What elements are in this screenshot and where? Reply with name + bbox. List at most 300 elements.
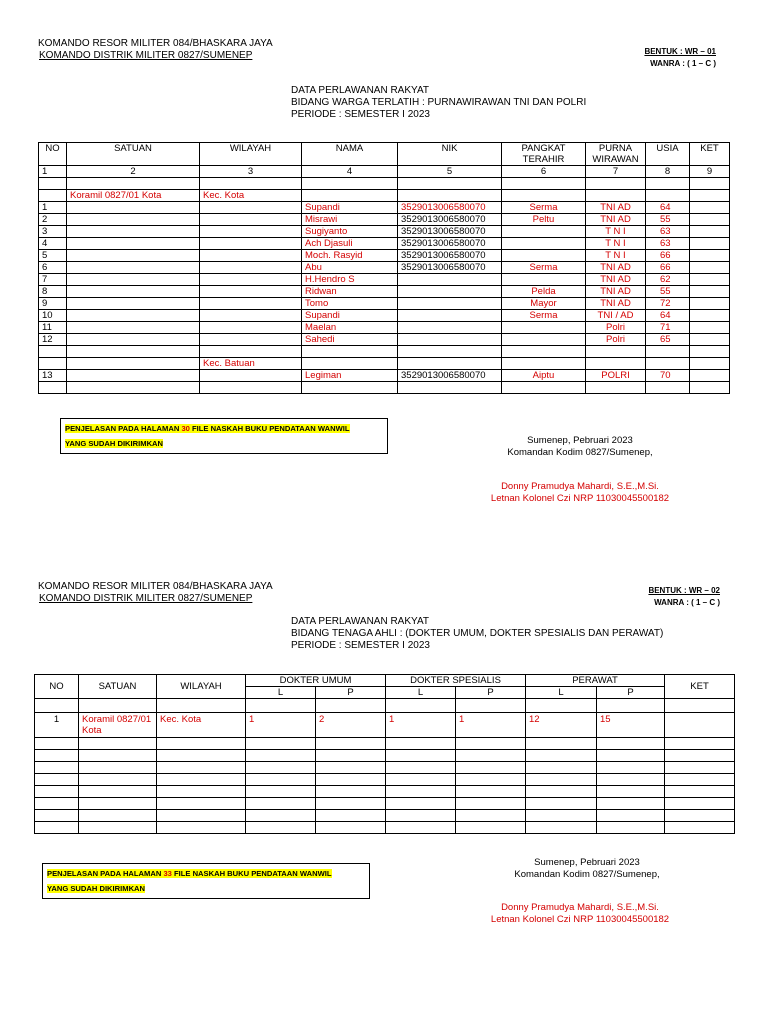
header-block-2 [38, 581, 273, 605]
column-header: SATUAN [79, 675, 157, 699]
note-text: FILE NASKAH BUKU PENDATAAN WANWIL [171, 869, 332, 878]
cell-nik: 3529013006580070 [398, 214, 502, 226]
cell-purnawirawan: TNI AD [586, 202, 646, 214]
cell-wilayah [200, 334, 302, 346]
table-row [39, 334, 730, 346]
empty-cell [386, 762, 456, 774]
cell-nik [398, 322, 502, 334]
empty-cell [157, 738, 246, 750]
empty-cell [246, 822, 316, 834]
table-row [39, 322, 730, 334]
note-page-number: 33 [163, 869, 172, 878]
table-row [39, 358, 730, 370]
column-header: WILAYAH [157, 675, 246, 699]
table-row [35, 713, 735, 738]
sign-name: Donny Pramudya Mahardi, S.E.,M.Si. [501, 902, 659, 913]
sub-column-header: P [456, 687, 526, 699]
cell-perawat-p: 15 [597, 713, 665, 738]
cell-no [39, 346, 67, 358]
cell-purnawirawan: Polri [586, 322, 646, 334]
column-number: 8 [646, 166, 690, 178]
cell-nama: Moch. Rasyid [302, 250, 398, 262]
empty-cell [157, 786, 246, 798]
empty-cell [35, 750, 79, 762]
cell-no: 3 [39, 226, 67, 238]
cell-nik [398, 358, 502, 370]
empty-cell [665, 822, 735, 834]
cell-pangkat [502, 238, 586, 250]
cell-no: 2 [39, 214, 67, 226]
empty-cell [246, 786, 316, 798]
empty-cell [456, 810, 526, 822]
cell-satuan [67, 214, 200, 226]
note-text: PENJELASAN PADA HALAMAN [47, 869, 164, 878]
cell-nama: Sahedi [302, 334, 398, 346]
empty-cell [35, 822, 79, 834]
empty-cell [79, 762, 157, 774]
cell-ket [690, 274, 730, 286]
cell-ket [690, 322, 730, 334]
empty-cell [316, 786, 386, 798]
cell-ket [690, 358, 730, 370]
note-text: YANG SUDAH DIKIRIMKAN [47, 884, 146, 893]
empty-cell [316, 762, 386, 774]
cell-pangkat [502, 334, 586, 346]
cell-no: 9 [39, 298, 67, 310]
empty-cell [665, 762, 735, 774]
cell-wilayah [200, 262, 302, 274]
sign-place-date: Sumenep, Pebruari 2023 [527, 435, 633, 446]
cell-usia [646, 190, 690, 202]
explanation-note-2 [42, 863, 370, 899]
empty-cell [157, 774, 246, 786]
empty-cell [597, 822, 665, 834]
cell-satuan [67, 334, 200, 346]
column-header: KET [665, 675, 735, 699]
empty-cell [456, 738, 526, 750]
note-text: FILE NASKAH BUKU PENDATAAN WANWIL [189, 424, 350, 433]
cell-ket [690, 334, 730, 346]
column-number: 6 [502, 166, 586, 178]
cell-nik [398, 178, 502, 190]
cell-ket [690, 346, 730, 358]
empty-cell [35, 798, 79, 810]
cell-satuan [67, 250, 200, 262]
cell-pangkat [502, 190, 586, 202]
signature-block-2 [462, 857, 712, 881]
sign-role: Komandan Kodim 0827/Sumenep, [514, 869, 660, 880]
empty-cell [79, 798, 157, 810]
cell-usia: 63 [646, 238, 690, 250]
cell-nik: 3529013006580070 [398, 202, 502, 214]
table-row [35, 774, 735, 786]
empty-cell [35, 738, 79, 750]
table-row [35, 822, 735, 834]
cell-pangkat: Serma [502, 310, 586, 322]
header-kodim: KOMANDO DISTRIK MILITER 0827/SUMENEP [39, 50, 253, 61]
empty-cell [526, 762, 597, 774]
title-line: PERIODE : SEMESTER I 2023 [291, 109, 430, 120]
header-korem: KOMANDO RESOR MILITER 084/BHASKARA JAYA [38, 581, 273, 592]
cell-ket [690, 214, 730, 226]
cell-satuan [67, 382, 200, 394]
column-number: 5 [398, 166, 502, 178]
cell-nik: 3529013006580070 [398, 226, 502, 238]
empty-cell [597, 762, 665, 774]
cell-pangkat [502, 250, 586, 262]
empty-cell [665, 738, 735, 750]
column-header: USIA [646, 143, 690, 166]
sign-role: Komandan Kodim 0827/Sumenep, [507, 447, 653, 458]
cell-purnawirawan: Polri [586, 334, 646, 346]
sign-rank: Letnan Kolonel Czi NRP 11030045500182 [490, 914, 670, 925]
title-line: BIDANG TENAGA AHLI : (DOKTER UMUM, DOKTER SPESIALIS DAN PERAWAT) [291, 628, 664, 639]
empty-cell [665, 786, 735, 798]
cell-no [39, 190, 67, 202]
empty-cell [456, 774, 526, 786]
cell-nik [398, 298, 502, 310]
cell-wilayah [200, 178, 302, 190]
cell-wilayah [200, 202, 302, 214]
form-code-block-1 [644, 46, 716, 70]
cell-no: 10 [39, 310, 67, 322]
cell-pangkat: Aiptu [502, 370, 586, 382]
table-row [39, 370, 730, 382]
column-number: 3 [200, 166, 302, 178]
cell-ket [690, 250, 730, 262]
title-line: DATA PERLAWANAN RAKYAT [291, 616, 429, 627]
signature-name-block-1 [455, 481, 705, 505]
empty-cell [386, 798, 456, 810]
cell-ket [690, 190, 730, 202]
cell-usia: 55 [646, 286, 690, 298]
cell-purnawirawan: TNI AD [586, 214, 646, 226]
cell-no: 1 [35, 713, 79, 738]
cell-ket [665, 713, 735, 738]
empty-cell [157, 762, 246, 774]
cell-usia [646, 382, 690, 394]
cell-nik [398, 382, 502, 394]
purnawirawan-table [38, 142, 730, 394]
title-line: DATA PERLAWANAN RAKYAT [291, 85, 429, 96]
cell-nama [302, 178, 398, 190]
sub-column-header: P [597, 687, 665, 699]
empty-cell [456, 822, 526, 834]
column-header: NIK [398, 143, 502, 166]
form-code: BENTUK : WR – 02 [648, 586, 720, 595]
signature-name-block-2 [455, 902, 705, 926]
column-number: 9 [690, 166, 730, 178]
cell-satuan [67, 358, 200, 370]
table-row [39, 202, 730, 214]
empty-cell [665, 750, 735, 762]
cell-wilayah [200, 214, 302, 226]
note-page-number: 30 [181, 424, 190, 433]
empty-cell [316, 822, 386, 834]
cell-nik: 3529013006580070 [398, 370, 502, 382]
note-text: YANG SUDAH DIKIRIMKAN [65, 439, 164, 448]
empty-cell [386, 822, 456, 834]
cell-purnawirawan: T N I [586, 238, 646, 250]
cell-nik [398, 334, 502, 346]
empty-cell [316, 738, 386, 750]
empty-cell [456, 750, 526, 762]
empty-cell [246, 762, 316, 774]
cell-wilayah [200, 286, 302, 298]
column-header: PERAWAT [526, 675, 665, 687]
table-row [35, 786, 735, 798]
table-row [35, 810, 735, 822]
cell-pangkat: Mayor [502, 298, 586, 310]
cell-pangkat: Serma [502, 262, 586, 274]
column-header: PURNA WIRAWAN [586, 143, 646, 166]
empty-cell [35, 786, 79, 798]
cell-usia: 70 [646, 370, 690, 382]
empty-cell [79, 774, 157, 786]
cell-satuan [67, 346, 200, 358]
empty-cell [157, 750, 246, 762]
cell-nik [398, 286, 502, 298]
sign-name: Donny Pramudya Mahardi, S.E.,M.Si. [501, 481, 659, 492]
cell-wilayah [200, 274, 302, 286]
cell-usia [646, 358, 690, 370]
cell-ket [690, 202, 730, 214]
empty-cell [157, 822, 246, 834]
cell-nama: H.Hendro S [302, 274, 398, 286]
cell-purnawirawan: TNI / AD [586, 310, 646, 322]
empty-cell [597, 786, 665, 798]
form-sub: WANRA : ( 1 – C ) [650, 59, 716, 68]
cell-no [39, 358, 67, 370]
header-korem: KOMANDO RESOR MILITER 084/BHASKARA JAYA [38, 38, 273, 49]
cell-satuan [67, 226, 200, 238]
empty-cell [597, 798, 665, 810]
header-kodim: KOMANDO DISTRIK MILITER 0827/SUMENEP [39, 593, 253, 604]
cell-purnawirawan: TNI AD [586, 298, 646, 310]
cell-pangkat: Pelda [502, 286, 586, 298]
column-header: DOKTER SPESIALIS [386, 675, 526, 687]
cell-usia: 71 [646, 322, 690, 334]
empty-cell [316, 798, 386, 810]
cell-usia [646, 346, 690, 358]
empty-cell [386, 750, 456, 762]
cell-satuan [67, 370, 200, 382]
signature-block-1 [455, 435, 705, 459]
empty-cell [526, 798, 597, 810]
cell-usia: 62 [646, 274, 690, 286]
cell-usia: 66 [646, 262, 690, 274]
table-row [39, 214, 730, 226]
cell-no [39, 178, 67, 190]
note-text: PENJELASAN PADA HALAMAN [65, 424, 182, 433]
column-header: NAMA [302, 143, 398, 166]
cell-satuan [67, 178, 200, 190]
cell-nama: Maelan [302, 322, 398, 334]
empty-cell [386, 774, 456, 786]
empty-cell [456, 798, 526, 810]
empty-cell [386, 810, 456, 822]
column-number: 1 [39, 166, 67, 178]
title-block-1 [291, 85, 586, 121]
cell-pangkat [502, 178, 586, 190]
cell-wilayah [200, 250, 302, 262]
table-row [35, 699, 735, 713]
title-line: PERIODE : SEMESTER I 2023 [291, 640, 430, 651]
cell-ket [690, 370, 730, 382]
empty-cell [35, 810, 79, 822]
cell-pangkat: Serma [502, 202, 586, 214]
cell-wilayah [200, 370, 302, 382]
empty-cell [157, 798, 246, 810]
sub-column-header: L [386, 687, 456, 699]
column-header: PANGKAT TERAHIR [502, 143, 586, 166]
column-header: KET [690, 143, 730, 166]
sign-place-date: Sumenep, Pebruari 2023 [534, 857, 640, 868]
cell-purnawirawan [586, 178, 646, 190]
empty-cell [665, 798, 735, 810]
column-number-row [39, 166, 730, 178]
empty-cell [246, 774, 316, 786]
header-block-1 [38, 38, 273, 62]
cell-usia: 64 [646, 310, 690, 322]
cell-nik [398, 190, 502, 202]
table-header-row [39, 143, 730, 166]
column-number: 7 [586, 166, 646, 178]
table-row [39, 190, 730, 202]
cell-purnawirawan: T N I [586, 226, 646, 238]
empty-cell [246, 738, 316, 750]
empty-cell [316, 750, 386, 762]
cell-purnawirawan [586, 358, 646, 370]
empty-cell [246, 798, 316, 810]
cell-nik: 3529013006580070 [398, 262, 502, 274]
cell-nik [398, 274, 502, 286]
sign-rank: Letnan Kolonel Czi NRP 11030045500182 [490, 493, 670, 504]
cell-satuan [67, 286, 200, 298]
empty-cell [79, 810, 157, 822]
cell-satuan [67, 298, 200, 310]
cell-satuan [67, 310, 200, 322]
table-row [39, 178, 730, 190]
cell-usia: 72 [646, 298, 690, 310]
title-line: BIDANG WARGA TERLATIH : PURNAWIRAWAN TNI DAN POLRI [291, 97, 587, 108]
empty-cell [597, 750, 665, 762]
table-row [35, 750, 735, 762]
cell-no: 11 [39, 322, 67, 334]
title-block-2 [291, 616, 663, 652]
cell-wilayah [200, 346, 302, 358]
empty-cell [246, 810, 316, 822]
table-row [39, 226, 730, 238]
table-row [39, 238, 730, 250]
cell-ket [690, 178, 730, 190]
cell-dokter-spesialis-p: 1 [456, 713, 526, 738]
table-row [39, 286, 730, 298]
cell-satuan: Koramil 0827/01 Kota [79, 713, 157, 738]
cell-wilayah [200, 322, 302, 334]
cell-nik: 3529013006580070 [398, 250, 502, 262]
empty-cell [316, 810, 386, 822]
cell-no: 6 [39, 262, 67, 274]
cell-wilayah [200, 382, 302, 394]
empty-cell [526, 774, 597, 786]
empty-cell [597, 738, 665, 750]
cell-wilayah: Kec. Kota [200, 190, 302, 202]
empty-cell [597, 774, 665, 786]
cell-wilayah [200, 298, 302, 310]
cell-satuan [67, 238, 200, 250]
cell-purnawirawan [586, 382, 646, 394]
cell-purnawirawan: T N I [586, 250, 646, 262]
cell-usia: 66 [646, 250, 690, 262]
cell-no [39, 382, 67, 394]
cell-nama: Ach Djasuli [302, 238, 398, 250]
cell-dokter-umum-p: 2 [316, 713, 386, 738]
cell-no: 13 [39, 370, 67, 382]
table-row [39, 262, 730, 274]
empty-cell [79, 750, 157, 762]
cell-satuan [67, 202, 200, 214]
column-header: DOKTER UMUM [246, 675, 386, 687]
empty-cell [526, 810, 597, 822]
cell-ket [690, 286, 730, 298]
table-row [39, 298, 730, 310]
cell-satuan [67, 322, 200, 334]
empty-cell [157, 810, 246, 822]
table-row [39, 382, 730, 394]
sub-column-header: L [246, 687, 316, 699]
column-header: SATUAN [67, 143, 200, 166]
empty-cell [386, 786, 456, 798]
cell-no: 8 [39, 286, 67, 298]
cell-satuan: Koramil 0827/01 Kota [67, 190, 200, 202]
cell-nama [302, 346, 398, 358]
cell-no: 12 [39, 334, 67, 346]
cell-nama: Sugiyanto [302, 226, 398, 238]
table-row [39, 346, 730, 358]
cell-nik [398, 310, 502, 322]
empty-cell [79, 822, 157, 834]
table-row [39, 250, 730, 262]
sub-column-header: L [526, 687, 597, 699]
cell-no: 4 [39, 238, 67, 250]
cell-satuan [67, 262, 200, 274]
table-row [39, 310, 730, 322]
cell-ket [690, 310, 730, 322]
cell-nama: Supandi [302, 310, 398, 322]
explanation-note-1 [60, 418, 388, 454]
cell-usia: 55 [646, 214, 690, 226]
cell-purnawirawan [586, 190, 646, 202]
sub-column-header: P [316, 687, 386, 699]
empty-cell [665, 774, 735, 786]
cell-purnawirawan [586, 346, 646, 358]
cell-purnawirawan: TNI AD [586, 286, 646, 298]
cell-ket [690, 238, 730, 250]
cell-nama [302, 382, 398, 394]
column-header: WILAYAH [200, 143, 302, 166]
cell-usia [646, 178, 690, 190]
cell-purnawirawan: TNI AD [586, 274, 646, 286]
cell-ket [690, 262, 730, 274]
empty-cell [316, 774, 386, 786]
table-row [35, 762, 735, 774]
cell-nik: 3529013006580070 [398, 238, 502, 250]
column-number: 2 [67, 166, 200, 178]
form-sub: WANRA : ( 1 – C ) [654, 598, 720, 607]
cell-pangkat: Peltu [502, 214, 586, 226]
cell-wilayah [200, 310, 302, 322]
